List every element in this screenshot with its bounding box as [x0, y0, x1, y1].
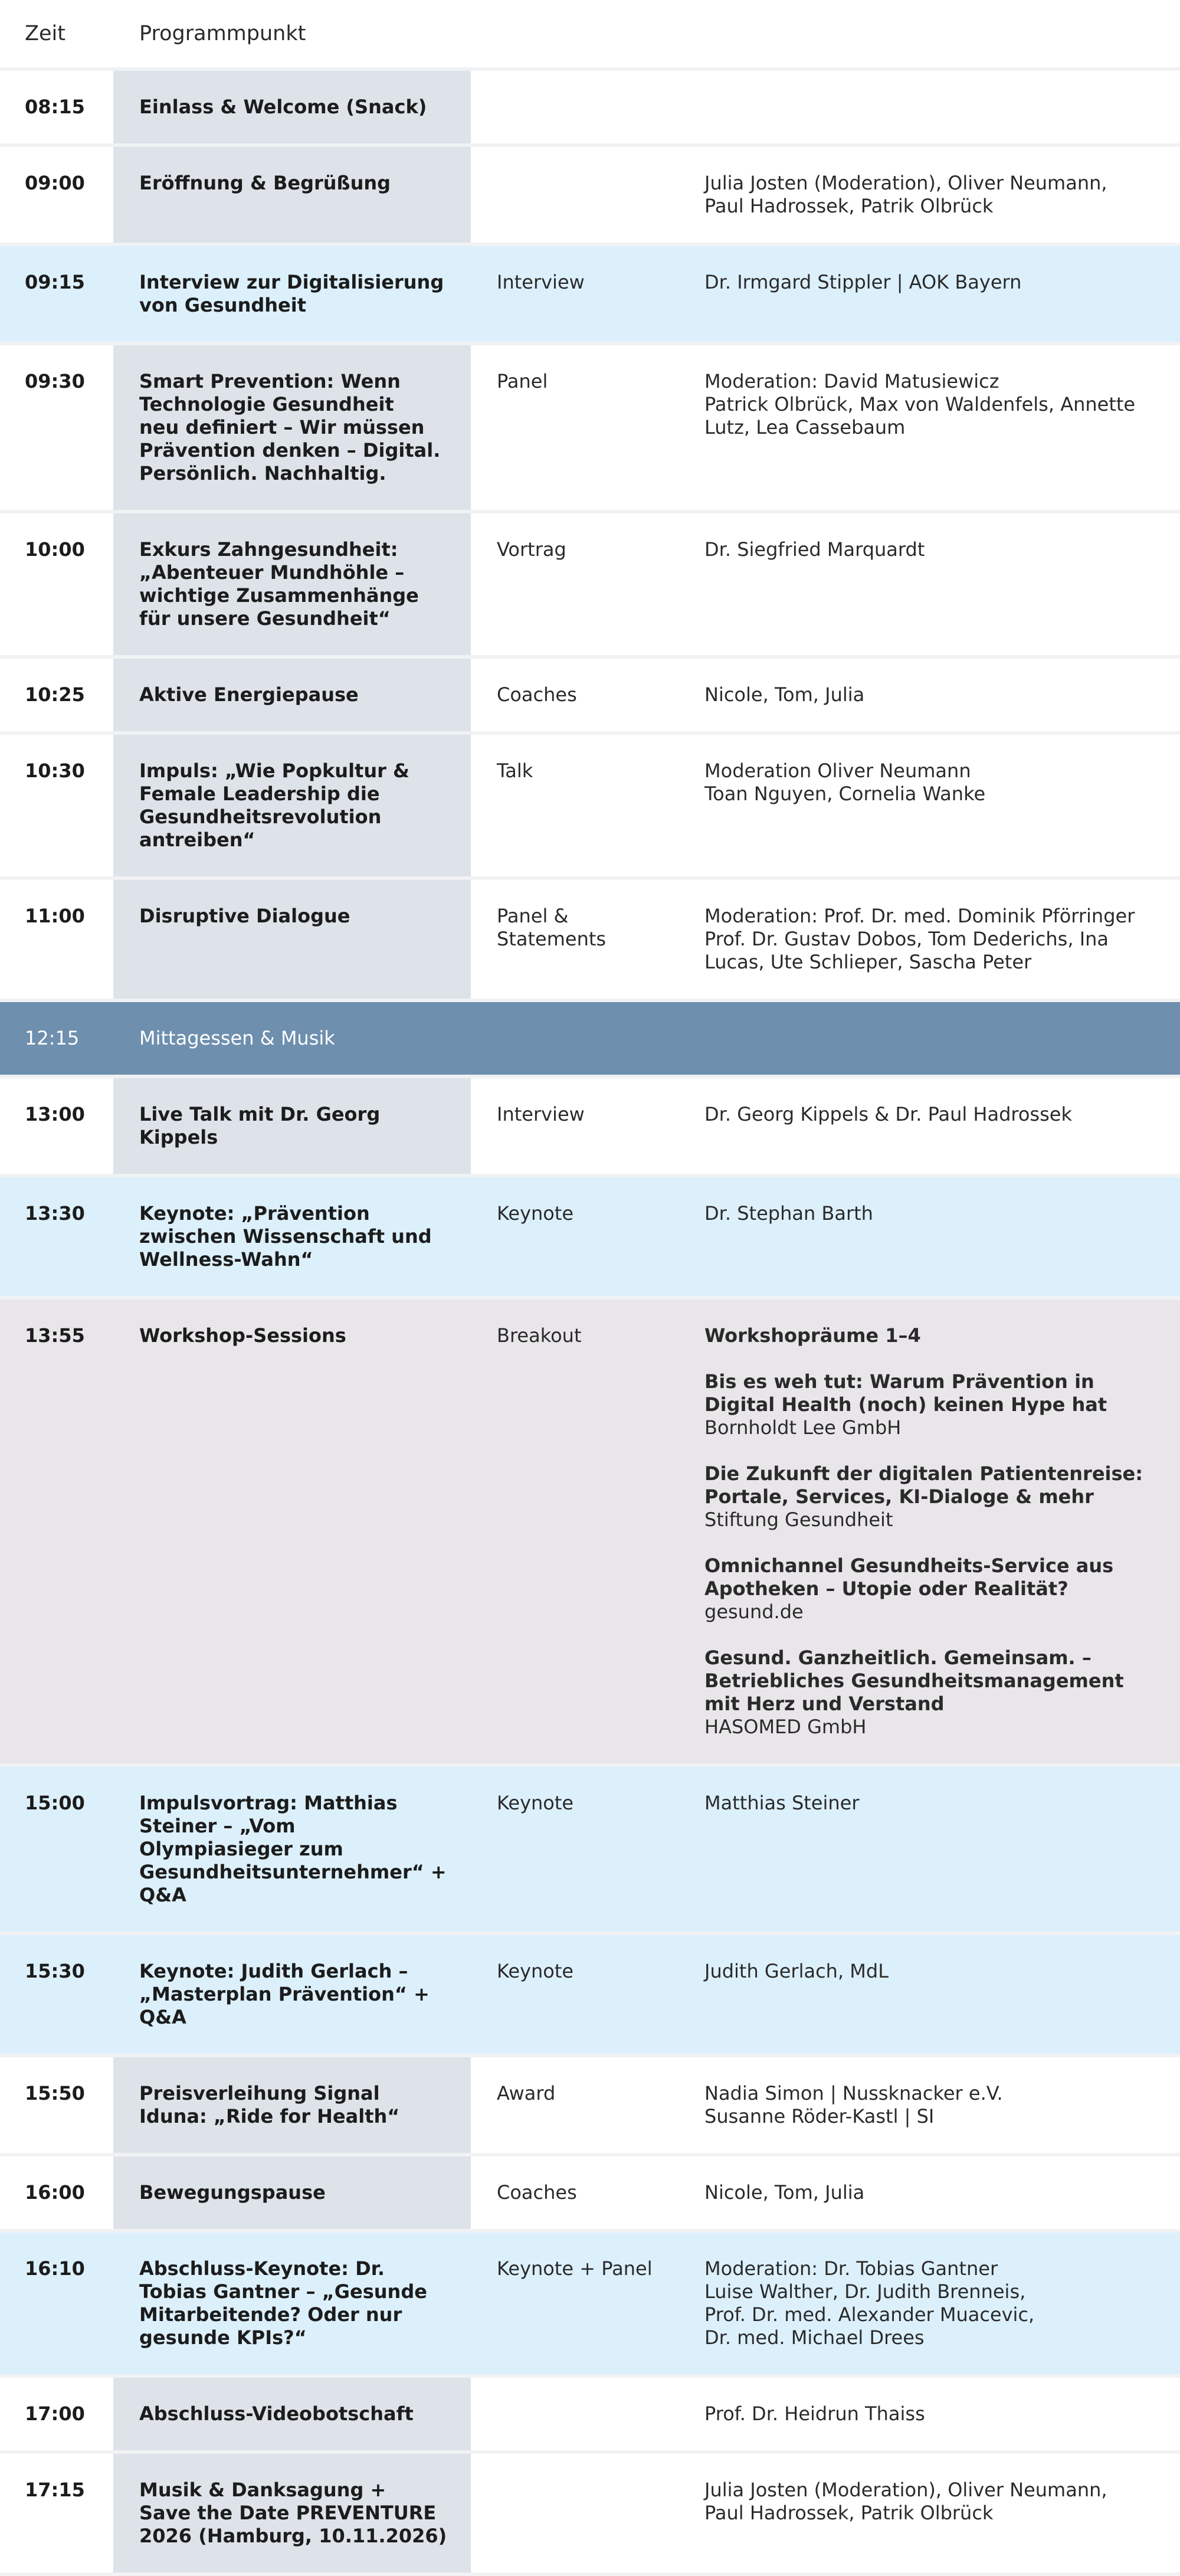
row-people: Dr. Irmgard Stippler | AOK Bayern [676, 246, 1180, 345]
row-title: Preisverleihung Signal Iduna: „Ride for Health“ [113, 2057, 471, 2156]
row-title: Exkurs Zahngesundheit: „Abenteuer Mundhöhle – wichtige Zusammenhänge für unsere Gesundheit“ [113, 513, 471, 659]
workshop-title: Gesund. Ganzheitlich. Gemeinsam. – Betriebliches Gesundheitsmanagement mit Herz und Verstand [704, 1647, 1124, 1715]
table-row [0, 246, 1180, 345]
row-title: Keynote: Judith Gerlach – „Masterplan Prävention“ + Q&A [113, 1935, 471, 2057]
workshop-title: Die Zukunft der digitalen Patientenreise: Portale, Services, KI-Dialoge & mehr [704, 1462, 1143, 1508]
row-type: Panel & Statements [471, 880, 676, 1002]
workshop-item [704, 1554, 1162, 1623]
header-type [471, 0, 676, 71]
row-time: 17:15 [0, 2454, 113, 2576]
row-people: Judith Gerlach, MdL [676, 1935, 1180, 2057]
row-time: 13:00 [0, 1078, 113, 1177]
row-people: Moderation: Dr. Tobias Gantner Luise Walther, Dr. Judith Brenneis, Prof. Dr. med. Alexander Muacevic, Dr. med. Michael Drees [676, 2233, 1180, 2378]
row-title: Live Talk mit Dr. Georg Kippels [113, 1078, 471, 1177]
row-people: Nicole, Tom, Julia [676, 2156, 1180, 2233]
workshop-org: HASOMED GmbH [704, 1716, 867, 1738]
header-time: Zeit [0, 0, 113, 71]
row-title: Abschluss-Keynote: Dr. Tobias Gantner – „Gesunde Mitarbeitende? Oder nur gesunde KPIs?“ [113, 2233, 471, 2378]
row-title: Workshop-Sessions [113, 1300, 471, 1767]
row-people: Julia Josten (Moderation), Oliver Neumann, Paul Hadrossek, Patrik Olbrück [676, 147, 1180, 246]
row-title: Keynote: „Prävention zwischen Wissenschaft und Wellness-Wahn“ [113, 1177, 471, 1300]
row-type [471, 2454, 676, 2576]
row-time: 09:00 [0, 147, 113, 246]
table-row [0, 1078, 1180, 1177]
row-time: 16:10 [0, 2233, 113, 2378]
row-type: Coaches [471, 659, 676, 735]
row-type: Keynote [471, 1767, 676, 1935]
row-time: 17:00 [0, 2378, 113, 2454]
row-time: 15:50 [0, 2057, 113, 2156]
row-type [471, 2378, 676, 2454]
row-people: Julia Josten (Moderation), Oliver Neumann, Paul Hadrossek, Patrik Olbrück [676, 2454, 1180, 2576]
row-title: Smart Prevention: Wenn Technologie Gesundheit neu definiert – Wir müssen Prävention denken – Digital. Persönlich. Nachhaltig. [113, 345, 471, 513]
row-title: Aktive Energiepause [113, 659, 471, 735]
row-people: Dr. Siegfried Marquardt [676, 513, 1180, 659]
header-people [676, 0, 1180, 71]
row-type: Breakout [471, 1300, 676, 1767]
row-type: Vortrag [471, 513, 676, 659]
row-type: Award [471, 2057, 676, 2156]
row-time: 09:30 [0, 345, 113, 513]
row-people: Moderation: David Matusiewicz Patrick Olbrück, Max von Waldenfels, Annette Lutz, Lea Cassebaum [676, 345, 1180, 513]
row-title: Bewegungspause [113, 2156, 471, 2233]
row-time: 10:25 [0, 659, 113, 735]
row-time: 11:00 [0, 880, 113, 1002]
workshop-title: Bis es weh tut: Warum Prävention in Digital Health (noch) keinen Hype hat [704, 1370, 1107, 1416]
row-people: Prof. Dr. Heidrun Thaiss [676, 2378, 1180, 2454]
row-time: 12:15 [0, 1002, 113, 1078]
workshop-item [704, 1647, 1162, 1739]
table-row [0, 345, 1180, 513]
row-type: Interview [471, 1078, 676, 1177]
row-type: Keynote [471, 1935, 676, 2057]
row-type: Panel [471, 345, 676, 513]
row-type: Keynote + Panel [471, 2233, 676, 2378]
table-row [0, 1177, 1180, 1300]
row-time: 08:15 [0, 71, 113, 147]
row-title: Mittagessen & Musik [113, 1002, 471, 1078]
workshop-heading: Workshopräume 1–4 [704, 1324, 921, 1347]
workshop-item [704, 1370, 1162, 1439]
table-row [0, 2156, 1180, 2233]
row-title: Disruptive Dialogue [113, 880, 471, 1002]
table-row [0, 659, 1180, 735]
table-row [0, 1767, 1180, 1935]
table-row [0, 880, 1180, 1002]
table-header-row [0, 0, 1180, 71]
workshop-item [704, 1462, 1162, 1531]
row-time: 15:00 [0, 1767, 113, 1935]
table-row [0, 147, 1180, 246]
row-type: Interview [471, 246, 676, 345]
row-people: Nicole, Tom, Julia [676, 659, 1180, 735]
row-time: 13:55 [0, 1300, 113, 1767]
row-people [676, 1002, 1180, 1078]
row-type [471, 1002, 676, 1078]
workshop-title: Omnichannel Gesundheits-Service aus Apotheken – Utopie oder Realität? [704, 1554, 1114, 1600]
header-title: Programmpunkt [113, 0, 471, 71]
row-people: Moderation Oliver Neumann Toan Nguyen, Cornelia Wanke [676, 735, 1180, 880]
workshop-org: Bornholdt Lee GmbH [704, 1416, 902, 1439]
row-title: Interview zur Digitalisierung von Gesundheit [113, 246, 471, 345]
table-row-lunch [0, 1002, 1180, 1078]
table-row [0, 2454, 1180, 2576]
row-people: Dr. Stephan Barth [676, 1177, 1180, 1300]
table-row [0, 2378, 1180, 2454]
row-time: 10:30 [0, 735, 113, 880]
table-row [0, 71, 1180, 147]
row-title: Impuls: „Wie Popkultur & Female Leadership die Gesundheitsrevolution antreiben“ [113, 735, 471, 880]
table-row [0, 1935, 1180, 2057]
row-time: 10:00 [0, 513, 113, 659]
row-type: Talk [471, 735, 676, 880]
row-people: Matthias Steiner [676, 1767, 1180, 1935]
table-row [0, 2057, 1180, 2156]
row-type [471, 71, 676, 147]
row-time: 13:30 [0, 1177, 113, 1300]
row-title: Eröffnung & Begrüßung [113, 147, 471, 246]
workshop-org: gesund.de [704, 1600, 804, 1623]
table-row-workshop [0, 1300, 1180, 1767]
row-type: Keynote [471, 1177, 676, 1300]
row-time: 15:30 [0, 1935, 113, 2057]
workshop-org: Stiftung Gesundheit [704, 1508, 893, 1531]
row-type [471, 147, 676, 246]
row-people [676, 71, 1180, 147]
table-row [0, 2233, 1180, 2378]
table-row [0, 735, 1180, 880]
row-time: 09:15 [0, 246, 113, 345]
row-title: Einlass & Welcome (Snack) [113, 71, 471, 147]
row-title: Impulsvortrag: Matthias Steiner – „Vom Olympiasieger zum Gesundheitsunternehmer“ + Q&A [113, 1767, 471, 1935]
row-people: Dr. Georg Kippels & Dr. Paul Hadrossek [676, 1078, 1180, 1177]
row-time: 16:00 [0, 2156, 113, 2233]
row-title: Abschluss-Videobotschaft [113, 2378, 471, 2454]
table-row [0, 513, 1180, 659]
row-type: Coaches [471, 2156, 676, 2233]
row-title: Musik & Danksagung + Save the Date PREVENTURE 2026 (Hamburg, 10.11.2026) [113, 2454, 471, 2576]
row-people: Moderation: Prof. Dr. med. Dominik Pförringer Prof. Dr. Gustav Dobos, Tom Dederichs, Ina Lucas, Ute Schlieper, Sascha Peter [676, 880, 1180, 1002]
workshop-list [676, 1300, 1180, 1767]
row-people: Nadia Simon | Nussknacker e.V. Susanne Röder-Kastl | SI [676, 2057, 1180, 2156]
